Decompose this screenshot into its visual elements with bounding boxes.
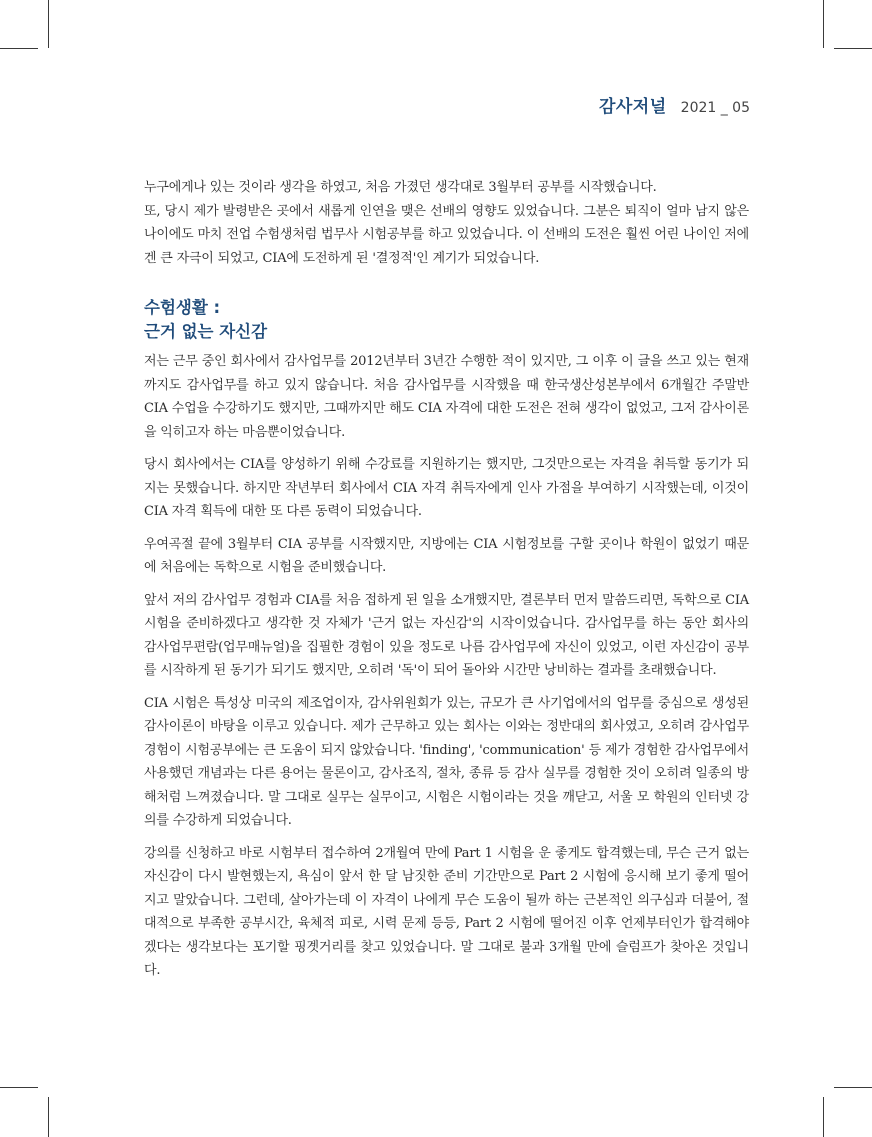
issue-number: 2021 _ 05 [680,100,750,116]
journal-title: 감사저널 [598,97,667,117]
article-body [144,176,749,992]
crop-mark [834,48,872,49]
crop-mark [0,48,38,49]
crop-mark [823,0,824,48]
section-heading-line: 수험생활 : [144,298,221,317]
crop-mark [834,1087,872,1088]
crop-mark [0,1087,38,1088]
paragraph: CIA 시험은 특성상 미국의 제조업이자, 감사위원회가 있는, 규모가 큰 사기업에서의 업무를 중심으로 생성된 감사이론이 바탕을 이루고 있습니다. 제가 근무하고 있는 회사는 이와는 정반대의 회사였고, 오히려 감사업무 경험이 시험공부에는 큰 도움이 되지 않았습니다. 'finding', 'communication' 등 제가 경험한 감사업무에서 사용했던 개념과는 다른 용어는 물론이고, 감사조직, 절차, 종류 등 감사 실무를 경험한 것이 오히려 일종의 방해처럼 느껴졌습니다. 말 그대로 실무는 실무이고, 시험은 시험이라는 것을 깨닫고, 서울 모 학원의 인터넷 강의를 수강하게 되었습니다. [144,695,749,828]
paragraph: 누구에게나 있는 것이라 생각을 하였고, 처음 가졌던 생각대로 3월부터 공부를 시작했습니다. [144,180,657,195]
crop-mark [48,1097,49,1137]
running-header [599,92,750,117]
crop-mark [48,0,49,48]
crop-mark [823,1097,824,1137]
section-heading-line: 근거 없는 자신감 [144,322,268,341]
paragraph: 당시 회사에서는 CIA를 양성하기 위해 수강료를 지원하기는 했지만, 그것만으로는 자격을 취득할 동기가 되지는 못했습니다. 하지만 작년부터 회사에서 CIA 자격 취득자에게 인사 가점을 부여하기 시작했는데, 이것이 CIA 자격 획득에 대한 또 다른 동력이 되었습니다. [144,457,749,519]
section-heading [144,296,749,344]
paragraph: 강의를 신청하고 바로 시험부터 접수하여 2개월여 만에 Part 1 시험을 운 좋게도 합격했는데, 무슨 근거 없는 자신감이 다시 발현했는지, 욕심이 앞서 한 달 남짓한 준비 기간만으로 Part 2 시험에 응시해 보기 좋게 떨어지고 말았습니다. 그런데, 살아가는데 이 자격이 나에게 무슨 도움이 될까 하는 근본적인 의구심과 더불어, 절대적으로 부족한 공부시간, 육체적 피로, 시력 문제 등등, Part 2 시험에 떨어진 이후 언제부터인가 합격해야겠다는 생각보다는 포기할 핑곗거리를 찾고 있었습니다. 말 그대로 불과 3개월 만에 슬럼프가 찾아온 것입니다. [144,845,749,978]
paragraph: 또, 당시 제가 발령받은 곳에서 새롭게 인연을 맺은 선배의 영향도 있었습니다. 그분은 퇴직이 얼마 남지 않은 나이에도 마치 전업 수험생처럼 법무사 시험공부를 하고 있었습니다. 이 선배의 도전은 훨씬 어린 나이인 저에겐 큰 자극이 되었고, CIA에 도전하게 된 '결정적'인 계기가 되었습니다. [144,203,749,266]
paragraph: 우여곡절 끝에 3월부터 CIA 공부를 시작했지만, 지방에는 CIA 시험정보를 구할 곳이나 학원이 없었기 때문에 처음에는 독학으로 시험을 준비했습니다. [144,536,749,575]
paragraph: 저는 근무 중인 회사에서 감사업무를 2012년부터 3년간 수행한 적이 있지만, 그 이후 이 글을 쓰고 있는 현재까지도 감사업무를 하고 있지 않습니다. 처음 감사업무를 시작했을 때 한국생산성본부에서 6개월간 주말반 CIA 수업을 수강하기도 했지만, 그때까지만 해도 CIA 자격에 대한 도전은 전혀 생각이 없었고, 그저 감사이론을 익히고자 하는 마음뿐이었습니다. [144,354,749,440]
paragraph: 앞서 저의 감사업무 경험과 CIA를 처음 접하게 된 일을 소개했지만, 결론부터 먼저 말씀드리면, 독학으로 CIA 시험을 준비하겠다고 생각한 것 자체가 '근거 없는 자신감'의 시작이었습니다. 감사업무를 하는 동안 회사의 감사업무편람(업무매뉴얼)을 집필한 경험이 있을 정도로 나름 감사업무에 자신이 있었고, 이런 자신감이 공부를 시작하게 된 동기가 되기도 했지만, 오히려 '독'이 되어 돌아와 시간만 낭비하는 결과를 초래했습니다. [144,592,749,678]
